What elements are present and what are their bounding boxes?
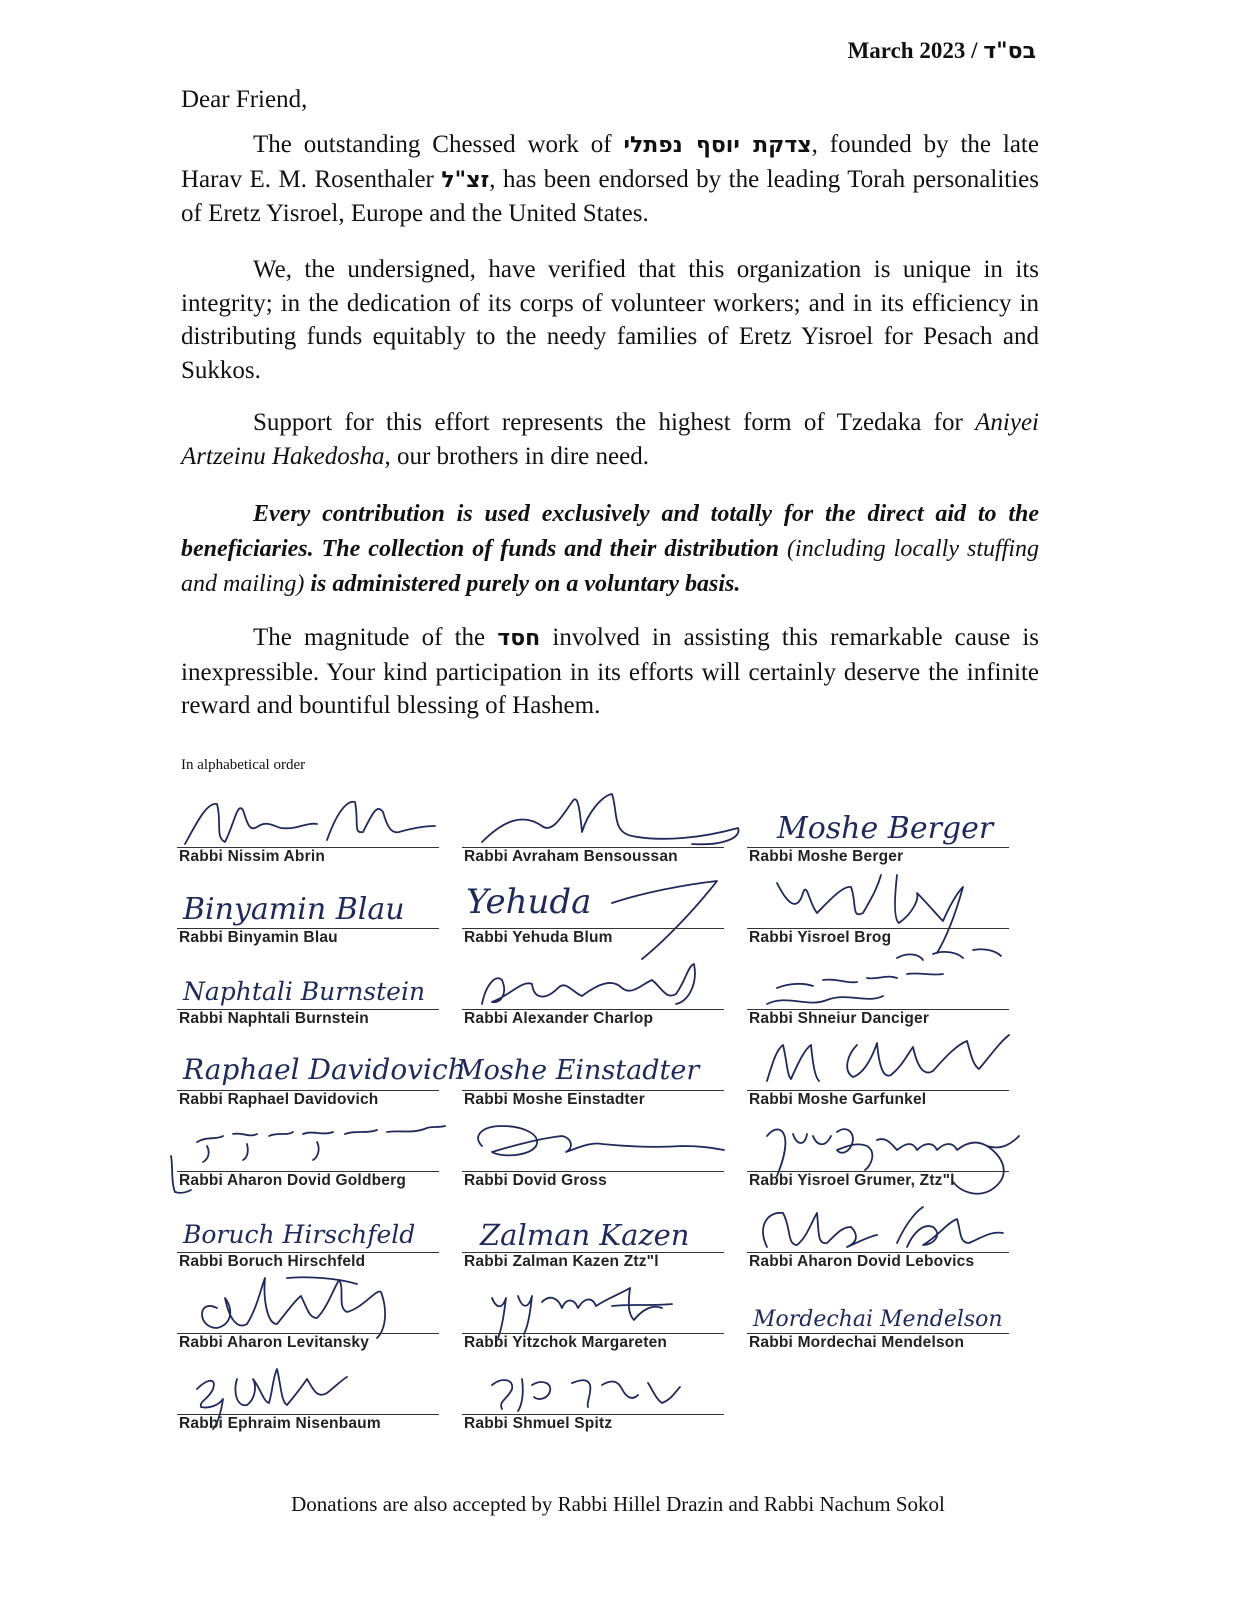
p1-text-a: The outstanding Chessed work of	[253, 131, 624, 158]
signature-block	[456, 1025, 724, 1108]
signature-grid	[177, 782, 1057, 1442]
signatory-name: Rabbi Shneiur Danciger	[749, 1010, 930, 1027]
handwritten-signature	[747, 1025, 1009, 1091]
handwritten-signature	[747, 863, 1009, 929]
paragraph-5	[181, 621, 1039, 723]
signatory-name: Rabbi Moshe Garfunkel	[749, 1091, 927, 1108]
handwritten-signature	[456, 1025, 724, 1091]
p5-text-b: involved in assisting this remarkable cause is inexpressible. Your kind participation in its efforts will certainly deserve the infinite reward and bountiful blessing of Hashem.	[181, 624, 1039, 719]
signatory-name: Rabbi Avraham Bensoussan	[464, 848, 678, 865]
signatory-name: Rabbi Moshe Berger	[749, 848, 904, 865]
signature-block	[747, 944, 1009, 1027]
p5-text-a: The magnitude of the	[253, 624, 498, 651]
signature-block	[462, 1349, 724, 1432]
handwritten-signature	[177, 1187, 439, 1253]
paragraph-4	[181, 497, 1039, 602]
handwritten-signature	[747, 944, 1009, 1010]
signatory-name: Rabbi Shmuel Spitz	[464, 1415, 613, 1432]
handwritten-signature	[747, 1268, 1009, 1334]
svg-text:Raphael Davidovich: Raphael Davidovich	[183, 1053, 466, 1086]
signature-block	[177, 1025, 466, 1108]
hebrew-mark: בס"ד	[983, 39, 1036, 64]
signatory-name: Rabbi Aharon Dovid Lebovics	[749, 1253, 975, 1270]
signatory-name: Rabbi Nissim Abrin	[179, 848, 325, 865]
signature-block	[462, 1187, 724, 1270]
handwritten-signature	[177, 1025, 466, 1091]
p3-text-a: Support for this effort represents the highest form of Tzedaka for	[253, 409, 976, 436]
signature-block	[177, 1349, 439, 1432]
signatory-name: Rabbi Boruch Hirschfeld	[179, 1253, 366, 1270]
svg-text:Yehuda: Yehuda	[466, 882, 592, 922]
p4-bold-2: is administered purely on a voluntary basis.	[310, 571, 741, 597]
signatory-name: Rabbi Mordechai Mendelson	[749, 1334, 965, 1351]
handwritten-signature	[177, 944, 439, 1010]
svg-text:Binyamin Blau: Binyamin Blau	[183, 892, 405, 927]
signatory-name: Rabbi Yitzchok Margareten	[464, 1334, 668, 1351]
paragraph-1	[181, 128, 1039, 231]
handwritten-signature	[177, 782, 439, 848]
signature-block	[747, 1187, 1009, 1270]
honorific-hebrew: זצ"ל	[441, 167, 490, 193]
svg-text:Moshe Berger: Moshe Berger	[777, 811, 994, 846]
date-line	[848, 38, 1036, 64]
signature-block	[462, 863, 724, 946]
signatory-name: Rabbi Dovid Gross	[464, 1172, 607, 1189]
signatory-name: Rabbi Aharon Levitansky	[179, 1334, 370, 1351]
handwritten-signature	[177, 1268, 439, 1334]
chessed-hebrew: חסד	[497, 626, 541, 651]
signature-block	[177, 1268, 439, 1351]
signatory-name: Rabbi Aharon Dovid Goldberg	[179, 1172, 406, 1189]
handwritten-signature	[462, 782, 724, 848]
svg-text:Zalman Kazen: Zalman Kazen	[480, 1218, 690, 1252]
date-text: March 2023 /	[847, 38, 984, 63]
signature-block	[462, 1106, 724, 1189]
handwritten-signature	[462, 944, 724, 1010]
svg-text:Naphtali Burnstein: Naphtali Burnstein	[183, 977, 426, 1006]
svg-text:Boruch Hirschfeld: Boruch Hirschfeld	[183, 1220, 416, 1249]
signature-block	[747, 1268, 1009, 1351]
handwritten-signature	[747, 1187, 1009, 1253]
p4-bold-1: Every contribution is used exclusively and totally for the direct aid to the beneficiaries. The collection of funds and their distribution	[181, 501, 1039, 562]
signatory-name: Rabbi Alexander Charlop	[464, 1010, 654, 1027]
paragraph-3	[181, 406, 1039, 473]
signature-block	[747, 1106, 1009, 1189]
handwritten-signature	[747, 1106, 1009, 1172]
signature-block	[462, 782, 724, 865]
handwritten-signature	[462, 1268, 724, 1334]
signatory-name: Rabbi Yisroel Grumer, Ztz"l	[749, 1172, 955, 1189]
signature-block	[177, 782, 439, 865]
handwritten-signature	[462, 1106, 724, 1172]
signatory-name: Rabbi Raphael Davidovich	[179, 1091, 379, 1108]
signatory-name: Rabbi Zalman Kazen Ztz"l	[464, 1253, 659, 1270]
signature-block	[177, 1106, 439, 1189]
signatory-name: Rabbi Ephraim Nisenbaum	[179, 1415, 381, 1432]
signatory-name: Rabbi Yisroel Brog	[749, 929, 892, 946]
org-name-hebrew: צדקת יוסף נפתלי	[623, 133, 812, 158]
paragraph-2: We, the undersigned, have verified that this organization is unique in its integrity; in the dedication of its corps of volunteer workers; and in its efficiency in distributing funds equitably to the needy families of Eretz Yisroel for Pesach and Sukkos.	[181, 256, 1039, 384]
signature-block	[747, 782, 1009, 865]
signature-block	[177, 1187, 439, 1270]
svg-text:Moshe Einstadter: Moshe Einstadter	[456, 1055, 700, 1086]
signatory-name: Rabbi Naphtali Burnstein	[179, 1010, 369, 1027]
salutation: Dear Friend,	[181, 86, 308, 113]
signature-block	[747, 863, 1009, 946]
handwritten-signature	[747, 782, 1009, 848]
p1-text-b: , founded by the late Harav E. M. Rosenthaler	[181, 131, 1039, 193]
handwritten-signature	[462, 1349, 724, 1415]
signatory-name: Rabbi Moshe Einstadter	[464, 1091, 645, 1108]
p1-text-c: , has been endorsed by the leading Torah personalities of Eretz Yisroel, Europe and the United States.	[181, 165, 1039, 227]
signature-block	[462, 944, 724, 1027]
signatory-name: Rabbi Binyamin Blau	[179, 929, 338, 946]
signature-block	[747, 1025, 1009, 1108]
handwritten-signature	[462, 863, 724, 929]
signature-block	[177, 863, 439, 946]
p4-italic: (including locally stuffing and mailing)	[181, 536, 1039, 597]
handwritten-signature	[177, 1349, 439, 1415]
signature-block	[462, 1268, 724, 1351]
p3-italic: Aniyei Artzeinu Hakedosha	[181, 409, 1039, 470]
signatory-name: Rabbi Yehuda Blum	[464, 929, 613, 946]
handwritten-signature	[462, 1187, 724, 1253]
signature-block	[177, 944, 439, 1027]
order-note: In alphabetical order	[181, 757, 306, 773]
handwritten-signature	[177, 1106, 439, 1172]
p3-text-b: , our brothers in dire need.	[384, 442, 649, 470]
handwritten-signature	[177, 863, 439, 929]
footer-note: Donations are also accepted by Rabbi Hillel Drazin and Rabbi Nachum Sokol	[291, 1492, 945, 1516]
svg-text:Mordechai Mendelson: Mordechai Mendelson	[753, 1307, 1003, 1332]
